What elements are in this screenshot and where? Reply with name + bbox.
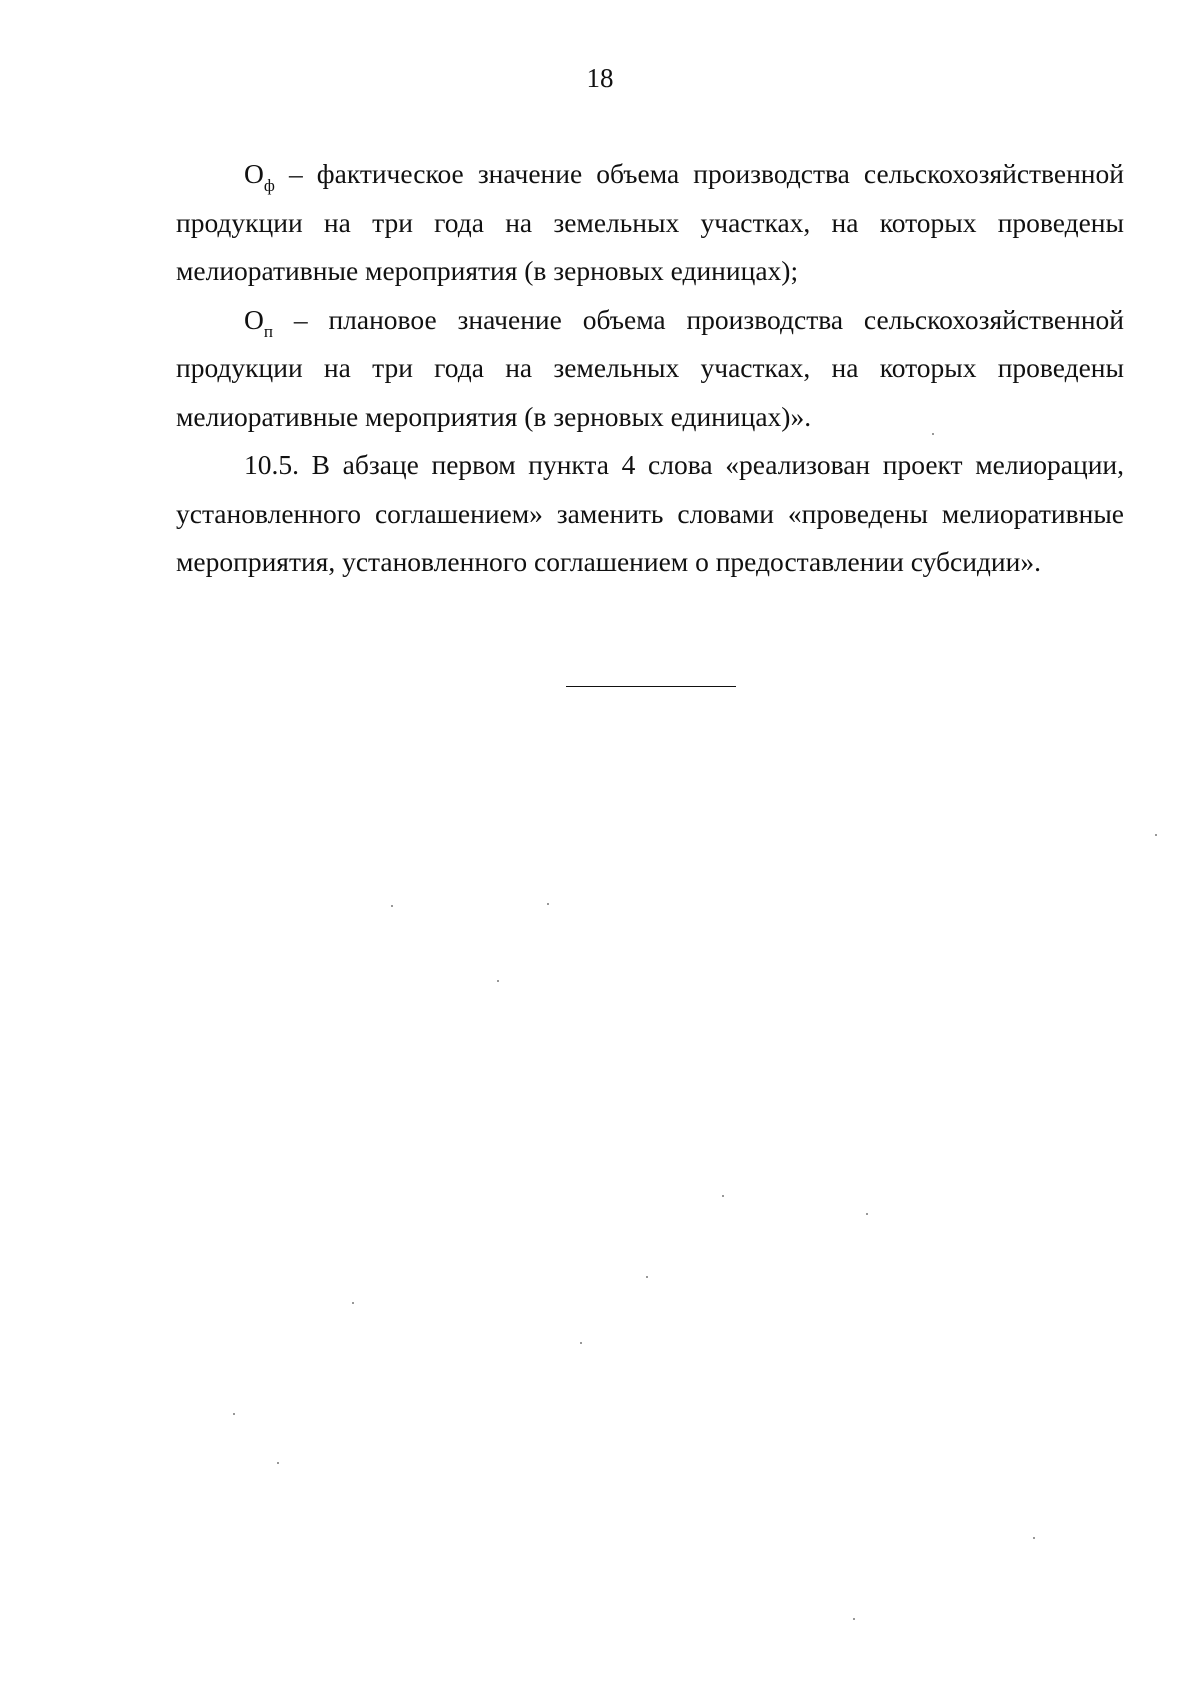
scan-speck	[580, 1342, 582, 1344]
amendment-paragraph: 10.5. В абзаце первом пункта 4 слова «реализован проект мелиорации, установленного соглашением» заменить словами «проведены мелиоративные мероприятия, установленного соглашением о предоставлении субсидии».	[176, 449, 1124, 577]
variable-symbol: О	[244, 303, 264, 335]
variable-subscript: п	[263, 321, 273, 341]
scan-speck	[853, 1618, 855, 1620]
definition-paragraph-op	[176, 296, 1124, 442]
page-number: 18	[586, 63, 614, 93]
definition-paragraph-of	[176, 150, 1124, 296]
end-divider-line	[566, 686, 736, 687]
scan-speck	[722, 1195, 724, 1197]
scan-speck	[391, 905, 393, 907]
scan-speck	[646, 1276, 648, 1278]
document-body	[176, 150, 1124, 587]
scan-speck	[932, 433, 934, 435]
scan-speck	[1155, 834, 1157, 836]
paragraph-text: – фактическое значение объема производства сельскохозяйственной продукции на три года на земельных участках, на которых проведены мелиоративные мероприятия (в зерновых единицах);	[176, 158, 1124, 286]
scan-speck	[352, 1302, 354, 1304]
variable-subscript: ф	[263, 176, 275, 195]
paragraph-text: – плановое значение объема производства сельскохозяйственной продукции на три года на земельных участках, на которых проведены мелиоративные мероприятия (в зерновых единицах)».	[176, 303, 1124, 432]
scan-speck	[547, 903, 549, 905]
scan-speck	[497, 980, 499, 982]
scan-speck	[866, 1213, 868, 1215]
scan-speck	[1033, 1537, 1035, 1539]
scan-speck	[277, 1462, 279, 1464]
variable-symbol: О	[244, 158, 264, 189]
scan-speck	[233, 1413, 235, 1415]
